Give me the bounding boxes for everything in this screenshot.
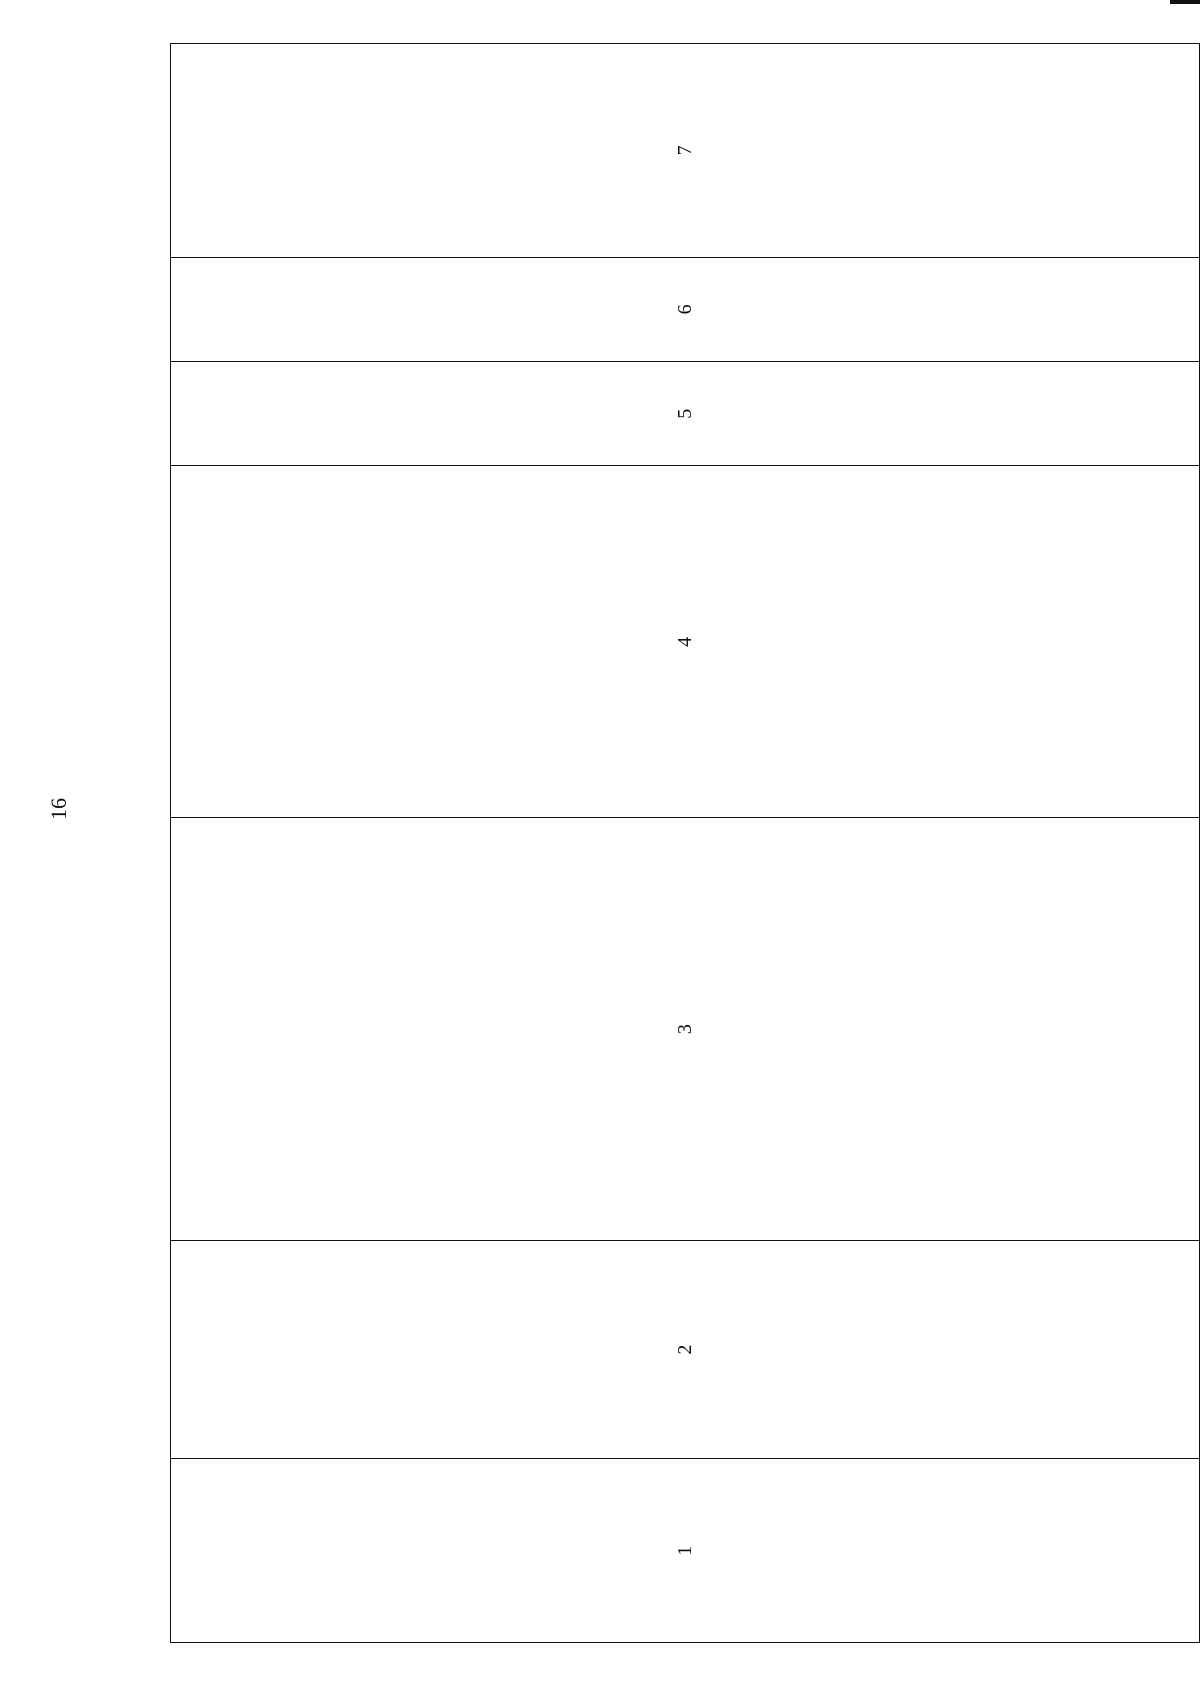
page-number: 16 [46, 798, 71, 820]
header-cell-4: 4 [171, 466, 1200, 818]
header-cell-2: 2 [171, 1240, 1200, 1459]
header-cell-1: 1 [171, 1459, 1200, 1643]
header-cell-7: 7 [171, 44, 1200, 258]
header-cell-3: 3 [171, 818, 1200, 1240]
header-cell-6: 6 [171, 257, 1200, 361]
header-cell-5: 5 [171, 362, 1200, 466]
table-header-row [171, 44, 1200, 1643]
scan-edge-mark [1170, 0, 1200, 4]
rotated-table-container [170, 43, 1200, 1643]
budget-table [170, 43, 1200, 1643]
